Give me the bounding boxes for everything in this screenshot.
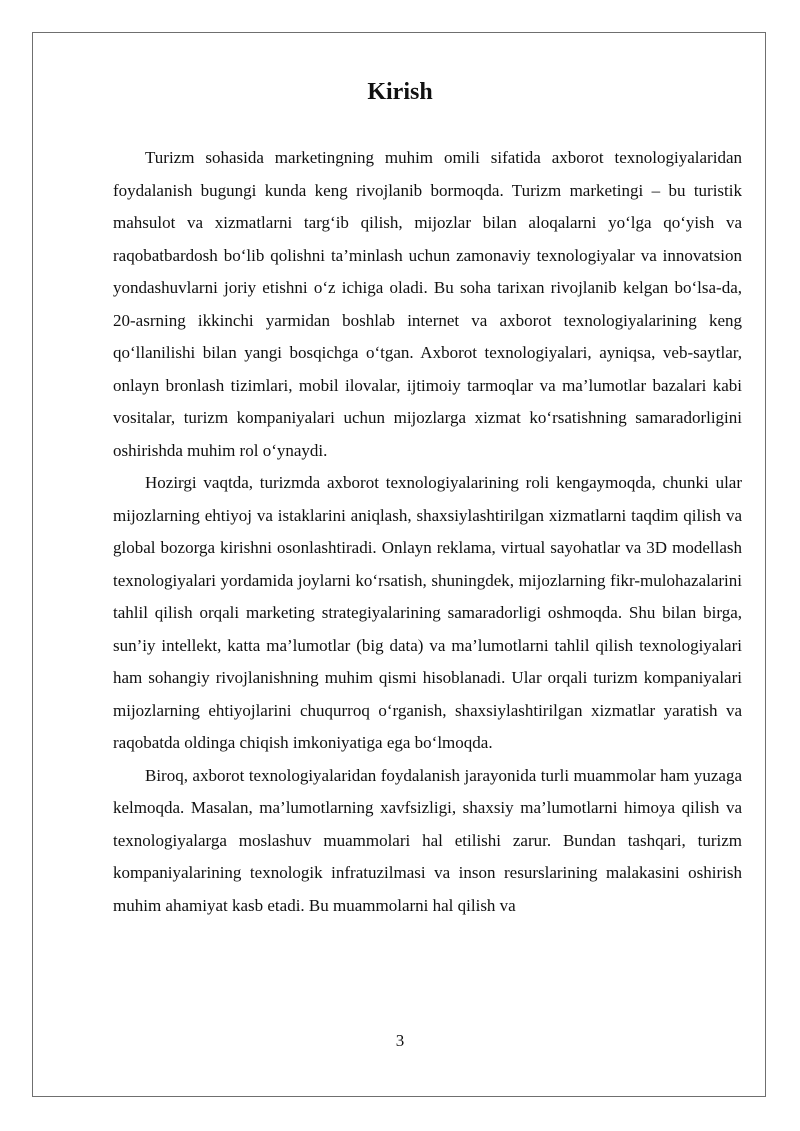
paragraph-1: Turizm sohasida marketingning muhim omili sifatida axborot texnologiyalaridan foydalanish bugungi kunda keng rivojlanib bormoqda. Turizm marketingi – bu turistik mahsulot va xizmatlarni targ‘ib qilish, mijozlar bilan aloqalarni yo‘lga qo‘yish va raqobatbardosh bo‘lib qolishni ta’minlash uchun zamonaviy texnologiyalar va innovatsion yondashuvlarni joriy etishni o‘z ichiga oladi. Bu soha tarixan rivojlanib kelgan bo‘lsa-da, 20-asrning ikkinchi yarmidan boshlab internet va axborot texnologiyalarining keng qo‘llanilishi bilan yangi bosqichga o‘tgan. Axborot texnologiyalari, ayniqsa, veb-saytlar, onlayn bronlash tizimlari, mobil ilovalar, ijtimoiy tarmoqlar va ma’lumotlar bazalari kabi vositalar, turizm kompaniyalari uchun mijozlarga xizmat ko‘rsatishning samaradorligini oshirishda muhim rol o‘ynaydi. — [113, 148, 742, 460]
page-number: 3 — [395, 1031, 405, 1050]
paragraph-3: Biroq, axborot texnologiyalaridan foydalanish jarayonida turli muammolar ham yuzaga kelmoqda. Masalan, ma’lumotlarning xavfsizligi, shaxsiy ma’lumotlarni himoya qilish va texnologiyalarga moslashuv muammolari hal etilishi zarur. Bundan tashqari, turizm kompaniyalarining texnologik infratuzilmasi va inson resurslarining malakasini oshirish muhim ahamiyat kasb etadi. Bu muammolarni hal qilish va — [113, 765, 742, 915]
document-body — [113, 142, 742, 922]
paragraph-2: Hozirgi vaqtda, turizmda axborot texnologiyalarining roli kengaymoqda, chunki ular mijozlarning ehtiyoj va istaklarini aniqlash, shaxsiylashtirilgan xizmatlarni taqdim qilish va global bozorga kirishni osonlashtiradi. Onlayn reklama, virtual sayohatlar va 3D modellash texnologiyalari yordamida joylarni ko‘rsatish, shuningdek, mijozlarning fikr-mulohazalarini tahlil qilish orqali marketing strategiyalarining samaradorligi oshmoqda. Shu bilan birga, sun’iy intellekt, katta ma’lumotlar (big data) va ma’lumotlarni tahlil qilish texnologiyalari ham sohangiy rivojlanishning muhim qismi hisoblanadi. Ular orqali turizm kompaniyalari mijozlarning ehtiyojlarini chuqurroq o‘rganish, shaxsiylashtirilgan xizmatlar yaratish va raqobatda oldinga chiqish imkoniyatiga ega bo‘lmoqda. — [113, 473, 742, 752]
page-title: Kirish — [367, 79, 433, 105]
